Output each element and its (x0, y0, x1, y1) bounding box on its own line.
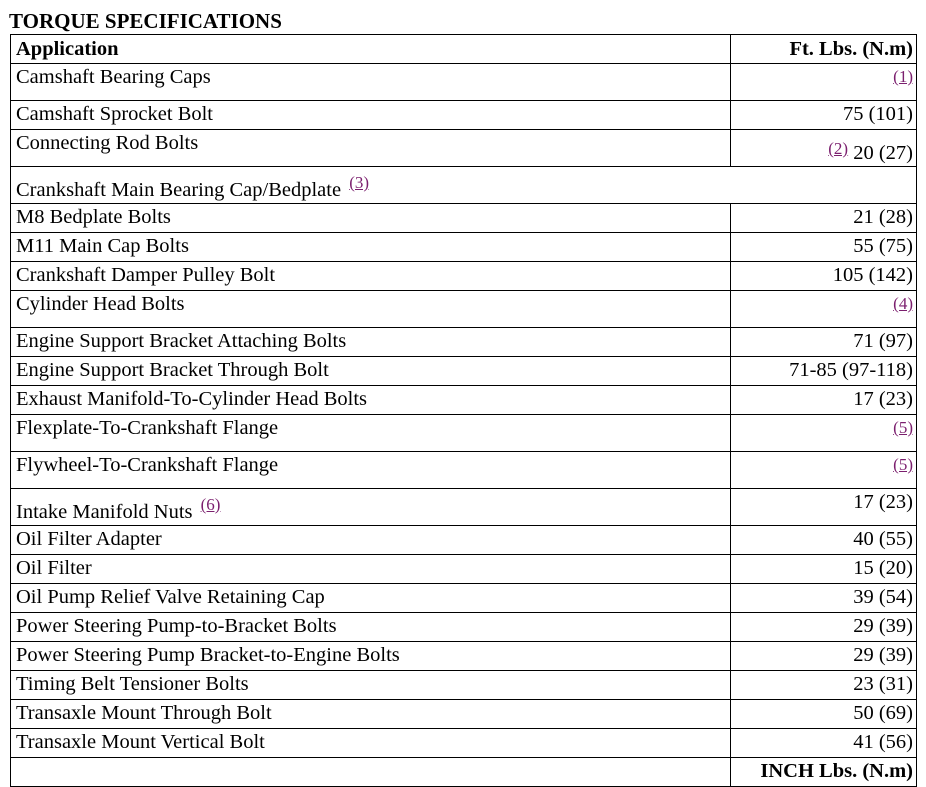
application-cell: Crankshaft Damper Pulley Bolt (11, 262, 731, 291)
application-cell: M8 Bedplate Bolts (11, 204, 731, 233)
value-cell: 21 (28) (731, 204, 917, 233)
application-cell: Timing Belt Tensioner Bolts (11, 671, 731, 700)
value-cell (731, 64, 917, 101)
table-row (11, 671, 917, 700)
application-cell (11, 489, 731, 526)
table-row (11, 386, 917, 415)
application-text: Intake Manifold Nuts (16, 501, 193, 523)
table-row (11, 729, 917, 758)
value-cell (731, 415, 917, 452)
value-cell: 23 (31) (731, 671, 917, 700)
application-cell: M11 Main Cap Bolts (11, 233, 731, 262)
application-cell: Oil Filter Adapter (11, 526, 731, 555)
table-row (11, 130, 917, 167)
application-cell: Power Steering Pump-to-Bracket Bolts (11, 613, 731, 642)
table-row (11, 415, 917, 452)
value-cell: 105 (142) (731, 262, 917, 291)
table-row (11, 64, 917, 101)
value-cell (731, 130, 917, 167)
value-text: 20 (27) (853, 142, 913, 164)
table-row (11, 555, 917, 584)
torque-spec-table (10, 34, 917, 787)
value-cell: 17 (23) (731, 386, 917, 415)
table-row (11, 233, 917, 262)
table-row (11, 526, 917, 555)
value-cell: 17 (23) (731, 489, 917, 526)
application-cell: Connecting Rod Bolts (11, 130, 731, 167)
application-cell: Oil Filter (11, 555, 731, 584)
table-row (11, 262, 917, 291)
value-cell: 55 (75) (731, 233, 917, 262)
application-cell: Engine Support Bracket Through Bolt (11, 357, 731, 386)
value-cell: 71-85 (97-118) (731, 357, 917, 386)
table-row (11, 204, 917, 233)
application-cell: Cylinder Head Bolts (11, 291, 731, 328)
application-cell: Transaxle Mount Through Bolt (11, 700, 731, 729)
value-cell: 75 (101) (731, 101, 917, 130)
value-cell: 29 (39) (731, 613, 917, 642)
application-cell: Flywheel-To-Crankshaft Flange (11, 452, 731, 489)
application-cell: Engine Support Bracket Attaching Bolts (11, 328, 731, 357)
table-row (11, 642, 917, 671)
value-cell: 50 (69) (731, 700, 917, 729)
page-title: TORQUE SPECIFICATIONS (9, 9, 282, 33)
column-header-inch-lbs: INCH Lbs. (N.m) (731, 758, 917, 787)
table-row (11, 357, 917, 386)
footnote-link[interactable]: (1) (893, 67, 913, 86)
table-row (11, 291, 917, 328)
table-row (11, 101, 917, 130)
application-cell: Power Steering Pump Bracket-to-Engine Bolts (11, 642, 731, 671)
application-cell: Camshaft Sprocket Bolt (11, 101, 731, 130)
footnote-link[interactable]: (3) (349, 173, 370, 192)
value-cell: 41 (56) (731, 729, 917, 758)
table-row (11, 758, 917, 787)
value-cell (731, 452, 917, 489)
footnote-link[interactable]: (6) (200, 495, 221, 514)
table-row (11, 700, 917, 729)
column-header-value: Ft. Lbs. (N.m) (731, 35, 917, 64)
application-cell: Exhaust Manifold-To-Cylinder Head Bolts (11, 386, 731, 415)
table-row (11, 452, 917, 489)
value-cell: 40 (55) (731, 526, 917, 555)
table-row (11, 328, 917, 357)
footnote-link[interactable]: (4) (893, 294, 913, 313)
application-cell: Transaxle Mount Vertical Bolt (11, 729, 731, 758)
application-cell (11, 758, 731, 787)
value-cell: 29 (39) (731, 642, 917, 671)
value-cell: 15 (20) (731, 555, 917, 584)
application-cell: Camshaft Bearing Caps (11, 64, 731, 101)
application-text: Crankshaft Main Bearing Cap/Bedplate (16, 179, 342, 201)
table-row (11, 489, 917, 526)
footnote-link[interactable]: (5) (893, 455, 913, 474)
application-cell: Oil Pump Relief Valve Retaining Cap (11, 584, 731, 613)
table-row (11, 584, 917, 613)
column-header-application: Application (11, 35, 731, 64)
footnote-link[interactable]: (2) (828, 139, 849, 158)
footnote-link[interactable]: (5) (893, 418, 913, 437)
table-row (11, 613, 917, 642)
value-cell: 71 (97) (731, 328, 917, 357)
value-cell (731, 291, 917, 328)
application-cell (11, 167, 917, 204)
table-row (11, 167, 917, 204)
value-cell: 39 (54) (731, 584, 917, 613)
application-cell: Flexplate-To-Crankshaft Flange (11, 415, 731, 452)
